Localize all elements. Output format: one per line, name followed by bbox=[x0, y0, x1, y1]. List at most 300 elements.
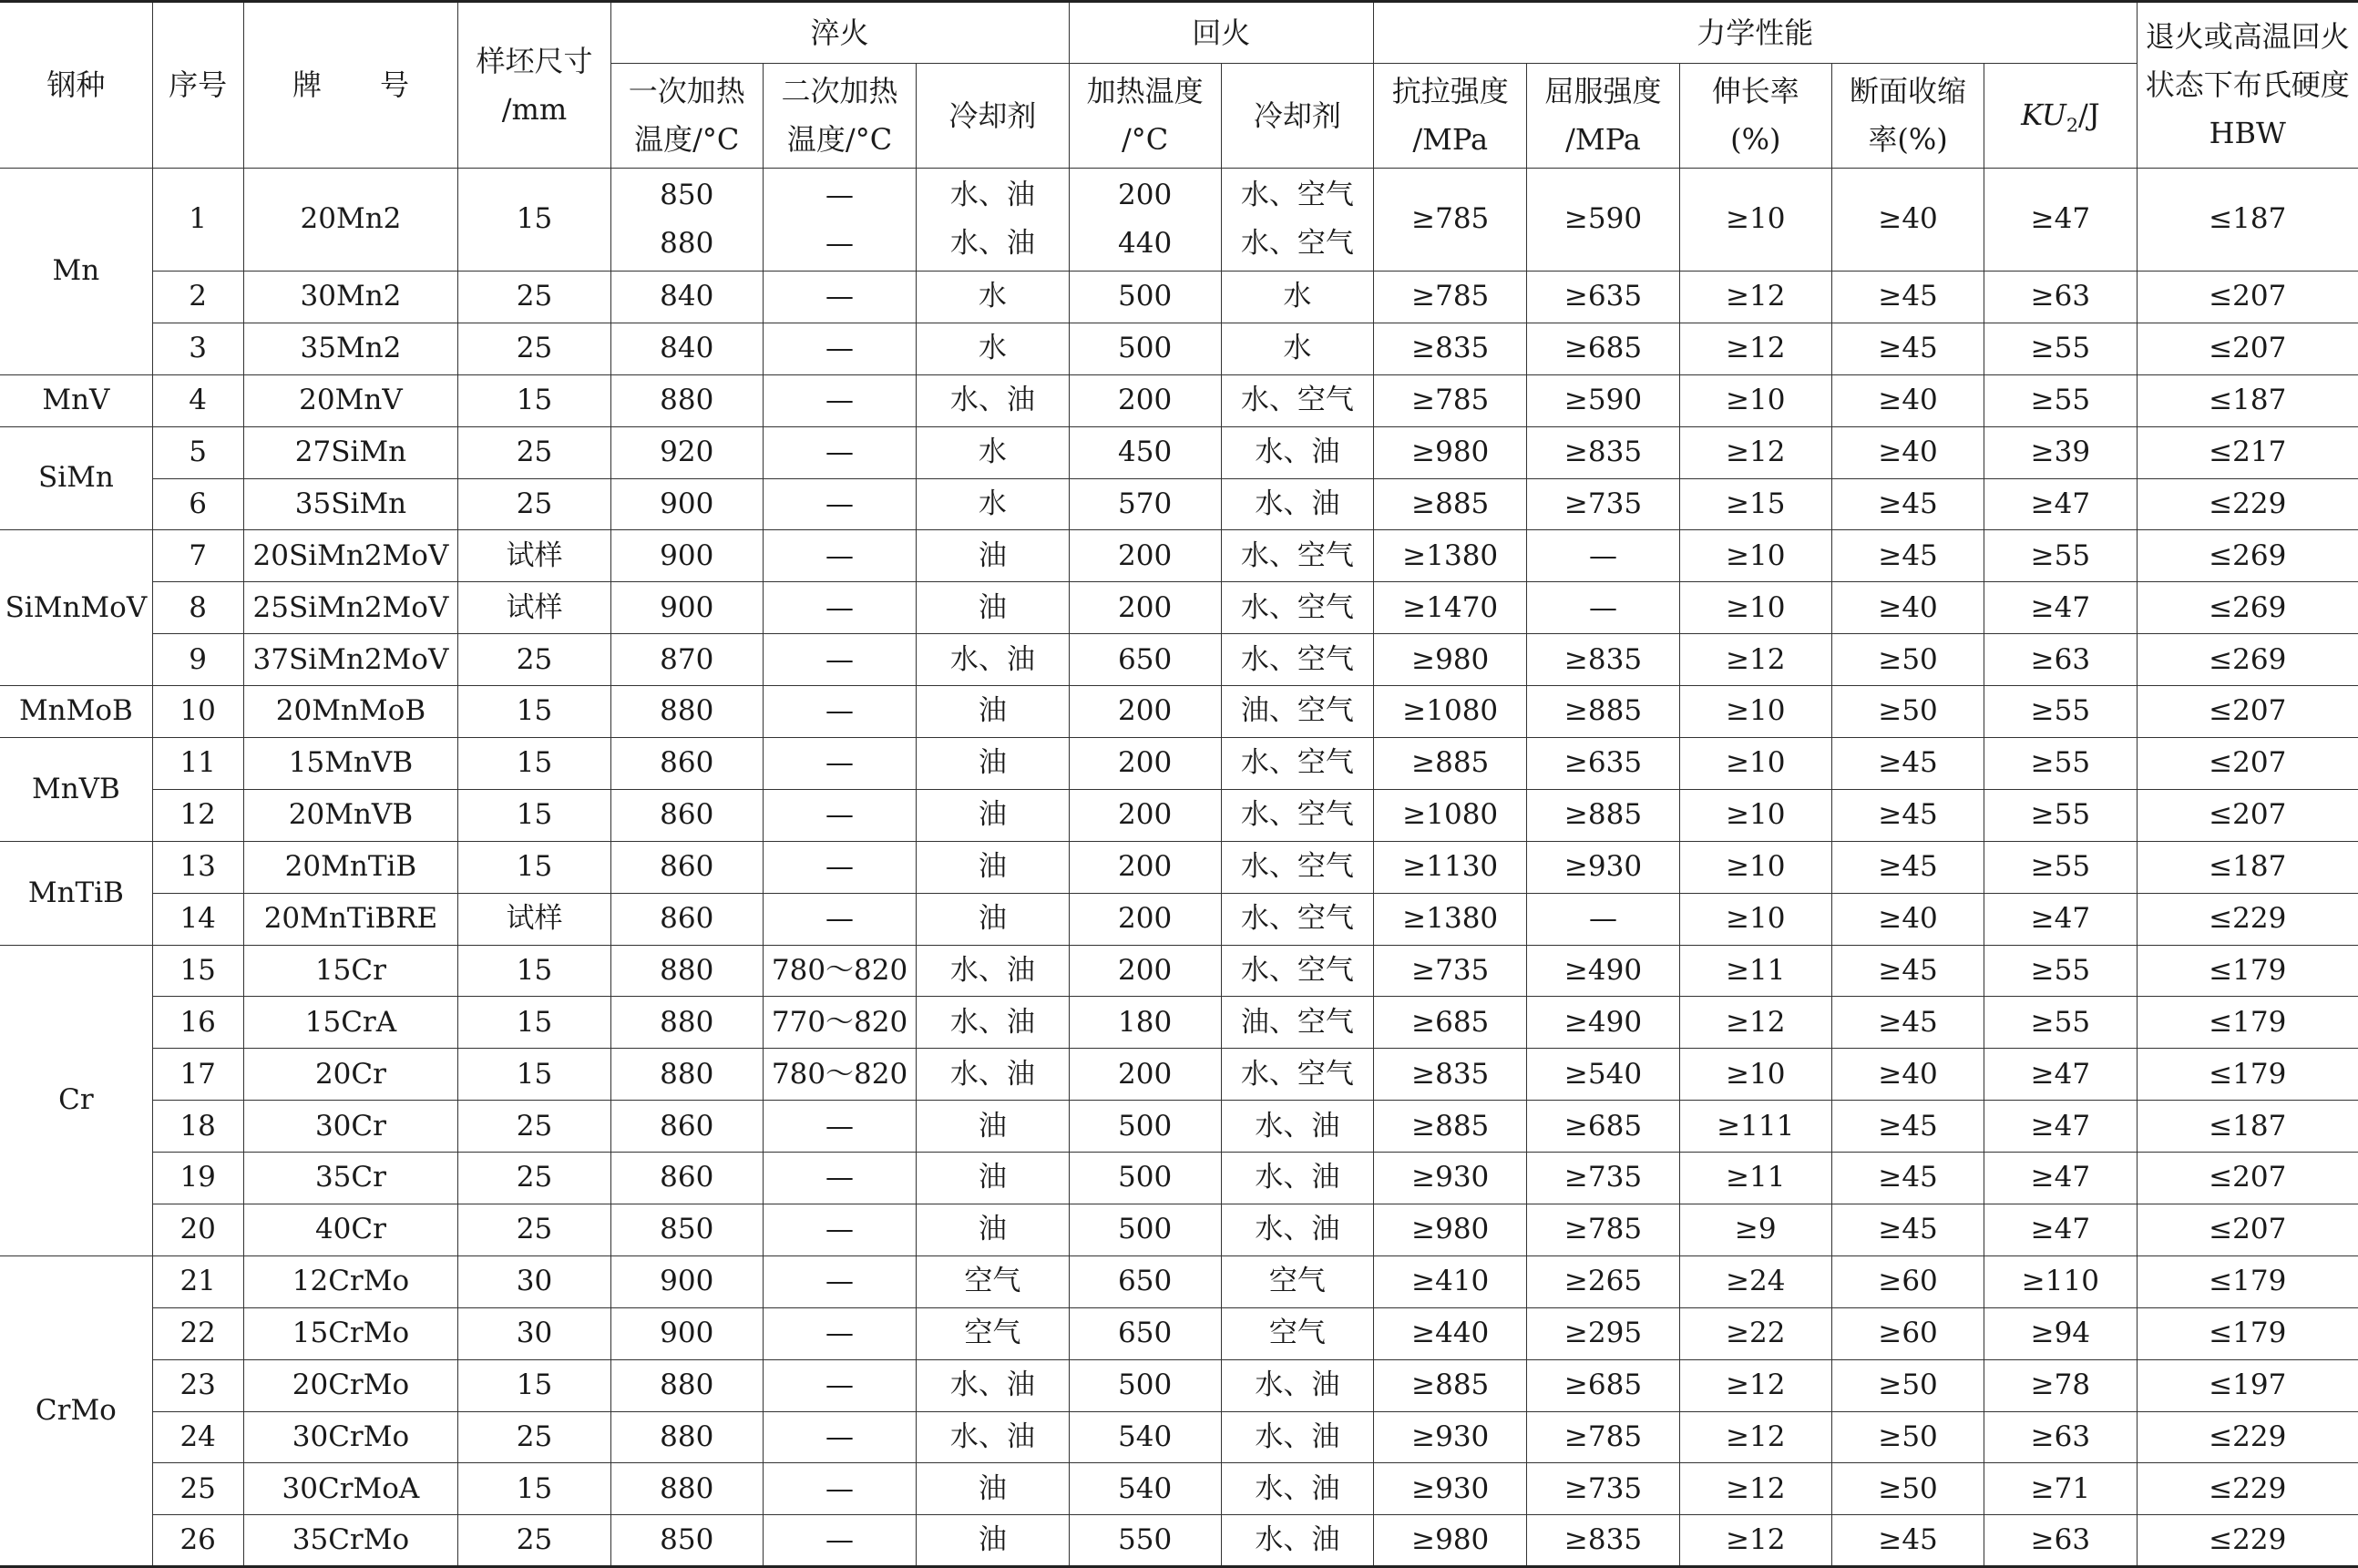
header-temper: 回火 bbox=[1069, 2, 1374, 64]
cell-grade: 15CrA bbox=[243, 997, 458, 1049]
cell-grade: 35SiMn bbox=[243, 478, 458, 530]
cell-tensile: ≥930 bbox=[1374, 1463, 1527, 1515]
table-row bbox=[0, 374, 2358, 426]
cell-tensile: ≥440 bbox=[1374, 1307, 1527, 1359]
cell-seq: 3 bbox=[152, 323, 243, 374]
cell-yield: ≥785 bbox=[1527, 1411, 1679, 1463]
cell-grade: 35CrMo bbox=[243, 1515, 458, 1567]
cell-first-heat: 900 bbox=[610, 530, 763, 582]
table-row bbox=[0, 841, 2358, 893]
cell-reduction: ≥50 bbox=[1831, 1411, 1984, 1463]
cell-temper-coolant: 水、空气 bbox=[1221, 945, 1373, 997]
cell-size: 25 bbox=[458, 323, 610, 374]
cell-grade: 15CrMo bbox=[243, 1307, 458, 1359]
cell-hardness: ≤187 bbox=[2137, 374, 2358, 426]
cell-tensile: ≥1380 bbox=[1374, 530, 1527, 582]
cell-temper-coolant: 油、空气 bbox=[1221, 686, 1373, 738]
cell-size: 25 bbox=[458, 1101, 610, 1153]
cell-quench-coolant: 空气 bbox=[917, 1255, 1069, 1307]
cell-elongation: ≥10 bbox=[1679, 169, 1831, 272]
cell-yield: ≥490 bbox=[1527, 945, 1679, 997]
cell-impact-energy: ≥47 bbox=[1984, 1204, 2137, 1256]
cell-reduction: ≥40 bbox=[1831, 1049, 1984, 1101]
cell-temper-coolant: 水、空气 bbox=[1221, 374, 1373, 426]
cell-second-heat: — bbox=[763, 530, 916, 582]
cell-first-heat: 860 bbox=[610, 893, 763, 945]
cell-size: 15 bbox=[458, 738, 610, 790]
cell-temper-temp: 500 bbox=[1069, 1153, 1221, 1204]
cell-elongation: ≥11 bbox=[1679, 945, 1831, 997]
header-impact-energy: $KU_2/J$ bbox=[1984, 64, 2137, 169]
cell-yield: — bbox=[1527, 893, 1679, 945]
cell-tensile: ≥885 bbox=[1374, 738, 1527, 790]
cell-seq: 14 bbox=[152, 893, 243, 945]
cell-temper-coolant: 水、空气 水、空气 bbox=[1221, 169, 1373, 272]
cell-temper-temp: 200 bbox=[1069, 893, 1221, 945]
cell-hardness: ≤207 bbox=[2137, 272, 2358, 323]
cell-grade: 15Cr bbox=[243, 945, 458, 997]
cell-reduction: ≥45 bbox=[1831, 530, 1984, 582]
table-row bbox=[0, 1101, 2358, 1153]
cell-elongation: ≥10 bbox=[1679, 1049, 1831, 1101]
cell-temper-temp: 450 bbox=[1069, 426, 1221, 478]
cell-yield: ≥685 bbox=[1527, 1359, 1679, 1411]
cell-second-heat: — bbox=[763, 686, 916, 738]
cell-tensile: ≥1080 bbox=[1374, 686, 1527, 738]
cell-second-heat: — bbox=[763, 582, 916, 634]
cell-tensile: ≥735 bbox=[1374, 945, 1527, 997]
cell-reduction: ≥50 bbox=[1831, 1463, 1984, 1515]
table-row bbox=[0, 1049, 2358, 1101]
cell-steel-type: MnTiB bbox=[0, 841, 152, 945]
cell-grade: 25SiMn2MoV bbox=[243, 582, 458, 634]
cell-reduction: ≥45 bbox=[1831, 323, 1984, 374]
cell-yield: ≥265 bbox=[1527, 1255, 1679, 1307]
cell-elongation: ≥111 bbox=[1679, 1101, 1831, 1153]
cell-temper-temp: 200 bbox=[1069, 582, 1221, 634]
header-mechanical: 力学性能 bbox=[1374, 2, 2137, 64]
cell-size: 25 bbox=[458, 1153, 610, 1204]
cell-reduction: ≥50 bbox=[1831, 686, 1984, 738]
cell-hardness: ≤229 bbox=[2137, 1411, 2358, 1463]
cell-yield: ≥590 bbox=[1527, 374, 1679, 426]
cell-temper-temp: 200 bbox=[1069, 945, 1221, 997]
cell-first-heat: 840 bbox=[610, 323, 763, 374]
cell-hardness: ≤207 bbox=[2137, 323, 2358, 374]
cell-tensile: ≥980 bbox=[1374, 634, 1527, 686]
cell-tensile: ≥410 bbox=[1374, 1255, 1527, 1307]
header-reduction: 断面收缩 率(%) bbox=[1831, 64, 1984, 169]
cell-temper-coolant: 水、油 bbox=[1221, 1463, 1373, 1515]
cell-first-heat: 840 bbox=[610, 272, 763, 323]
cell-hardness: ≤217 bbox=[2137, 426, 2358, 478]
cell-size: 15 bbox=[458, 374, 610, 426]
cell-reduction: ≥45 bbox=[1831, 1101, 1984, 1153]
cell-seq: 12 bbox=[152, 789, 243, 841]
cell-size: 30 bbox=[458, 1255, 610, 1307]
cell-size: 试样 bbox=[458, 893, 610, 945]
cell-quench-coolant: 水 bbox=[917, 426, 1069, 478]
cell-steel-type: MnVB bbox=[0, 738, 152, 842]
cell-hardness: ≤269 bbox=[2137, 582, 2358, 634]
cell-grade: 30Cr bbox=[243, 1101, 458, 1153]
cell-temper-temp: 200 bbox=[1069, 841, 1221, 893]
cell-seq: 4 bbox=[152, 374, 243, 426]
cell-size: 15 bbox=[458, 169, 610, 272]
cell-elongation: ≥12 bbox=[1679, 1463, 1831, 1515]
cell-second-heat: — bbox=[763, 1255, 916, 1307]
cell-steel-type: SiMn bbox=[0, 426, 152, 530]
cell-elongation: ≥12 bbox=[1679, 1359, 1831, 1411]
cell-reduction: ≥45 bbox=[1831, 272, 1984, 323]
cell-steel-type: MnMoB bbox=[0, 686, 152, 738]
cell-impact-energy: ≥78 bbox=[1984, 1359, 2137, 1411]
cell-hardness: ≤187 bbox=[2137, 1101, 2358, 1153]
cell-quench-coolant: 水、油 bbox=[917, 1359, 1069, 1411]
cell-temper-temp: 180 bbox=[1069, 997, 1221, 1049]
header-temper-coolant: 冷却剂 bbox=[1221, 64, 1373, 169]
cell-tensile: ≥930 bbox=[1374, 1411, 1527, 1463]
cell-seq: 23 bbox=[152, 1359, 243, 1411]
cell-first-heat: 850 880 bbox=[610, 169, 763, 272]
cell-seq: 2 bbox=[152, 272, 243, 323]
header-temper-temp: 加热温度 /°C bbox=[1069, 64, 1221, 169]
cell-tensile: ≥785 bbox=[1374, 374, 1527, 426]
cell-quench-coolant: 油 bbox=[917, 789, 1069, 841]
cell-grade: 20MnVB bbox=[243, 789, 458, 841]
cell-grade: 12CrMo bbox=[243, 1255, 458, 1307]
cell-first-heat: 860 bbox=[610, 1101, 763, 1153]
cell-tensile: ≥835 bbox=[1374, 323, 1527, 374]
cell-elongation: ≥12 bbox=[1679, 1515, 1831, 1567]
cell-temper-coolant: 油、空气 bbox=[1221, 997, 1373, 1049]
cell-temper-coolant: 水、空气 bbox=[1221, 789, 1373, 841]
cell-reduction: ≥40 bbox=[1831, 582, 1984, 634]
cell-grade: 20MnMoB bbox=[243, 686, 458, 738]
cell-quench-coolant: 空气 bbox=[917, 1307, 1069, 1359]
cell-seq: 18 bbox=[152, 1101, 243, 1153]
cell-size: 25 bbox=[458, 478, 610, 530]
cell-temper-temp: 550 bbox=[1069, 1515, 1221, 1567]
cell-first-heat: 860 bbox=[610, 789, 763, 841]
cell-hardness: ≤229 bbox=[2137, 1463, 2358, 1515]
cell-first-heat: 900 bbox=[610, 582, 763, 634]
cell-grade: 20SiMn2MoV bbox=[243, 530, 458, 582]
cell-steel-type: SiMnMoV bbox=[0, 530, 152, 686]
cell-size: 25 bbox=[458, 426, 610, 478]
table-row bbox=[0, 530, 2358, 582]
cell-reduction: ≥40 bbox=[1831, 893, 1984, 945]
cell-first-heat: 860 bbox=[610, 841, 763, 893]
cell-reduction: ≥50 bbox=[1831, 634, 1984, 686]
cell-size: 25 bbox=[458, 1515, 610, 1567]
cell-grade: 30CrMoA bbox=[243, 1463, 458, 1515]
cell-elongation: ≥15 bbox=[1679, 478, 1831, 530]
cell-reduction: ≥50 bbox=[1831, 1359, 1984, 1411]
cell-size: 15 bbox=[458, 841, 610, 893]
cell-tensile: ≥1130 bbox=[1374, 841, 1527, 893]
cell-temper-temp: 500 bbox=[1069, 1359, 1221, 1411]
cell-steel-type: CrMo bbox=[0, 1255, 152, 1566]
cell-hardness: ≤179 bbox=[2137, 1255, 2358, 1307]
cell-second-heat: — bbox=[763, 272, 916, 323]
cell-seq: 5 bbox=[152, 426, 243, 478]
cell-size: 15 bbox=[458, 945, 610, 997]
cell-temper-coolant: 水、空气 bbox=[1221, 634, 1373, 686]
table-row bbox=[0, 634, 2358, 686]
cell-grade: 40Cr bbox=[243, 1204, 458, 1256]
cell-reduction: ≥45 bbox=[1831, 738, 1984, 790]
cell-grade: 20MnTiBRE bbox=[243, 893, 458, 945]
cell-seq: 24 bbox=[152, 1411, 243, 1463]
table-row bbox=[0, 582, 2358, 634]
cell-seq: 17 bbox=[152, 1049, 243, 1101]
header-tensile: 抗拉强度 /MPa bbox=[1374, 64, 1527, 169]
header-first-heat: 一次加热 温度/°C bbox=[610, 64, 763, 169]
cell-reduction: ≥40 bbox=[1831, 169, 1984, 272]
cell-quench-coolant: 水、油 bbox=[917, 374, 1069, 426]
cell-yield: ≥835 bbox=[1527, 634, 1679, 686]
cell-temper-coolant: 水、空气 bbox=[1221, 893, 1373, 945]
cell-hardness: ≤197 bbox=[2137, 1359, 2358, 1411]
cell-elongation: ≥11 bbox=[1679, 1153, 1831, 1204]
table-row bbox=[0, 478, 2358, 530]
cell-temper-coolant: 水、油 bbox=[1221, 1411, 1373, 1463]
cell-impact-energy: ≥47 bbox=[1984, 893, 2137, 945]
cell-temper-coolant: 水、油 bbox=[1221, 1359, 1373, 1411]
cell-impact-energy: ≥94 bbox=[1984, 1307, 2137, 1359]
cell-first-heat: 860 bbox=[610, 1153, 763, 1204]
cell-elongation: ≥22 bbox=[1679, 1307, 1831, 1359]
cell-temper-coolant: 水、油 bbox=[1221, 478, 1373, 530]
cell-second-heat: — bbox=[763, 789, 916, 841]
cell-hardness: ≤187 bbox=[2137, 169, 2358, 272]
cell-impact-energy: ≥39 bbox=[1984, 426, 2137, 478]
cell-tensile: ≥885 bbox=[1374, 1101, 1527, 1153]
cell-hardness: ≤207 bbox=[2137, 738, 2358, 790]
cell-reduction: ≥40 bbox=[1831, 426, 1984, 478]
cell-quench-coolant: 水、油 bbox=[917, 1411, 1069, 1463]
cell-reduction: ≥45 bbox=[1831, 841, 1984, 893]
cell-elongation: ≥12 bbox=[1679, 323, 1831, 374]
cell-grade: 35Cr bbox=[243, 1153, 458, 1204]
cell-tensile: ≥885 bbox=[1374, 478, 1527, 530]
cell-hardness: ≤229 bbox=[2137, 478, 2358, 530]
cell-impact-energy: ≥55 bbox=[1984, 997, 2137, 1049]
cell-temper-coolant: 水、油 bbox=[1221, 426, 1373, 478]
cell-grade: 37SiMn2MoV bbox=[243, 634, 458, 686]
cell-first-heat: 870 bbox=[610, 634, 763, 686]
cell-size: 15 bbox=[458, 997, 610, 1049]
cell-seq: 10 bbox=[152, 686, 243, 738]
cell-second-heat: 770～820 bbox=[763, 997, 916, 1049]
cell-quench-coolant: 油 bbox=[917, 893, 1069, 945]
cell-seq: 26 bbox=[152, 1515, 243, 1567]
cell-first-heat: 880 bbox=[610, 686, 763, 738]
cell-second-heat: — bbox=[763, 374, 916, 426]
cell-first-heat: 860 bbox=[610, 738, 763, 790]
cell-yield: ≥295 bbox=[1527, 1307, 1679, 1359]
cell-quench-coolant: 水 bbox=[917, 478, 1069, 530]
cell-temper-temp: 540 bbox=[1069, 1411, 1221, 1463]
cell-second-heat: 780～820 bbox=[763, 1049, 916, 1101]
header-second-heat: 二次加热 温度/°C bbox=[763, 64, 916, 169]
cell-quench-coolant: 油 bbox=[917, 1515, 1069, 1567]
cell-quench-coolant: 水、油 水、油 bbox=[917, 169, 1069, 272]
cell-elongation: ≥10 bbox=[1679, 789, 1831, 841]
cell-temper-temp: 200 bbox=[1069, 686, 1221, 738]
cell-grade: 20Cr bbox=[243, 1049, 458, 1101]
cell-seq: 20 bbox=[152, 1204, 243, 1256]
cell-yield: ≥490 bbox=[1527, 997, 1679, 1049]
cell-size: 25 bbox=[458, 272, 610, 323]
cell-impact-energy: ≥55 bbox=[1984, 789, 2137, 841]
cell-hardness: ≤187 bbox=[2137, 841, 2358, 893]
table-row bbox=[0, 272, 2358, 323]
cell-temper-coolant: 水、空气 bbox=[1221, 738, 1373, 790]
cell-quench-coolant: 油 bbox=[917, 1204, 1069, 1256]
header-hardness: 退火或高温回火 状态下布氏硬度 HBW bbox=[2137, 2, 2358, 169]
cell-first-heat: 900 bbox=[610, 1307, 763, 1359]
cell-tensile: ≥980 bbox=[1374, 426, 1527, 478]
cell-elongation: ≥12 bbox=[1679, 272, 1831, 323]
cell-temper-coolant: 水、油 bbox=[1221, 1101, 1373, 1153]
cell-tensile: ≥1080 bbox=[1374, 789, 1527, 841]
cell-elongation: ≥10 bbox=[1679, 582, 1831, 634]
cell-elongation: ≥10 bbox=[1679, 530, 1831, 582]
cell-seq: 19 bbox=[152, 1153, 243, 1204]
cell-impact-energy: ≥47 bbox=[1984, 1101, 2137, 1153]
table-row bbox=[0, 789, 2358, 841]
cell-second-heat: — bbox=[763, 841, 916, 893]
cell-reduction: ≥45 bbox=[1831, 1204, 1984, 1256]
cell-reduction: ≥45 bbox=[1831, 478, 1984, 530]
cell-impact-energy: ≥47 bbox=[1984, 169, 2137, 272]
cell-hardness: ≤179 bbox=[2137, 997, 2358, 1049]
cell-elongation: ≥10 bbox=[1679, 841, 1831, 893]
cell-impact-energy: ≥63 bbox=[1984, 634, 2137, 686]
cell-elongation: ≥10 bbox=[1679, 893, 1831, 945]
cell-first-heat: 880 bbox=[610, 374, 763, 426]
cell-first-heat: 880 bbox=[610, 1411, 763, 1463]
header-yield: 屈服强度 /MPa bbox=[1527, 64, 1679, 169]
cell-size: 30 bbox=[458, 1307, 610, 1359]
cell-seq: 13 bbox=[152, 841, 243, 893]
cell-temper-temp: 500 bbox=[1069, 1204, 1221, 1256]
cell-temper-coolant: 空气 bbox=[1221, 1255, 1373, 1307]
cell-second-heat: — bbox=[763, 1359, 916, 1411]
cell-seq: 7 bbox=[152, 530, 243, 582]
cell-tensile: ≥885 bbox=[1374, 1359, 1527, 1411]
table-row bbox=[0, 893, 2358, 945]
cell-reduction: ≥60 bbox=[1831, 1307, 1984, 1359]
cell-temper-temp: 570 bbox=[1069, 478, 1221, 530]
cell-seq: 8 bbox=[152, 582, 243, 634]
cell-seq: 1 bbox=[152, 169, 243, 272]
cell-tensile: ≥685 bbox=[1374, 997, 1527, 1049]
cell-grade: 35Mn2 bbox=[243, 323, 458, 374]
cell-yield: ≥785 bbox=[1527, 1204, 1679, 1256]
cell-yield: ≥835 bbox=[1527, 426, 1679, 478]
cell-temper-coolant: 水、油 bbox=[1221, 1515, 1373, 1567]
cell-first-heat: 900 bbox=[610, 478, 763, 530]
cell-first-heat: 880 bbox=[610, 945, 763, 997]
cell-size: 15 bbox=[458, 1463, 610, 1515]
header-steel-type: 钢种 bbox=[0, 2, 152, 169]
cell-seq: 21 bbox=[152, 1255, 243, 1307]
cell-tensile: ≥1470 bbox=[1374, 582, 1527, 634]
cell-temper-temp: 540 bbox=[1069, 1463, 1221, 1515]
cell-reduction: ≥45 bbox=[1831, 945, 1984, 997]
cell-size: 15 bbox=[458, 1049, 610, 1101]
cell-seq: 16 bbox=[152, 997, 243, 1049]
cell-reduction: ≥45 bbox=[1831, 1515, 1984, 1567]
cell-second-heat: — bbox=[763, 634, 916, 686]
cell-impact-energy: ≥47 bbox=[1984, 478, 2137, 530]
cell-quench-coolant: 水、油 bbox=[917, 945, 1069, 997]
cell-quench-coolant: 油 bbox=[917, 738, 1069, 790]
cell-yield: ≥735 bbox=[1527, 1153, 1679, 1204]
cell-yield: ≥635 bbox=[1527, 272, 1679, 323]
cell-impact-energy: ≥55 bbox=[1984, 374, 2137, 426]
table-row bbox=[0, 738, 2358, 790]
table-row bbox=[0, 686, 2358, 738]
cell-yield: — bbox=[1527, 530, 1679, 582]
cell-quench-coolant: 水 bbox=[917, 323, 1069, 374]
table-row bbox=[0, 426, 2358, 478]
cell-steel-type: Cr bbox=[0, 945, 152, 1255]
cell-reduction: ≥60 bbox=[1831, 1255, 1984, 1307]
cell-tensile: ≥835 bbox=[1374, 1049, 1527, 1101]
cell-hardness: ≤207 bbox=[2137, 1204, 2358, 1256]
cell-quench-coolant: 油 bbox=[917, 1463, 1069, 1515]
cell-seq: 9 bbox=[152, 634, 243, 686]
cell-size: 15 bbox=[458, 686, 610, 738]
cell-yield: ≥540 bbox=[1527, 1049, 1679, 1101]
cell-second-heat: — bbox=[763, 426, 916, 478]
cell-yield: ≥930 bbox=[1527, 841, 1679, 893]
table-row bbox=[0, 1463, 2358, 1515]
cell-temper-coolant: 水 bbox=[1221, 323, 1373, 374]
cell-temper-temp: 500 bbox=[1069, 272, 1221, 323]
cell-size: 25 bbox=[458, 634, 610, 686]
cell-seq: 25 bbox=[152, 1463, 243, 1515]
cell-second-heat: 780～820 bbox=[763, 945, 916, 997]
cell-elongation: ≥12 bbox=[1679, 634, 1831, 686]
cell-elongation: ≥10 bbox=[1679, 374, 1831, 426]
cell-hardness: ≤269 bbox=[2137, 530, 2358, 582]
header-elongation: 伸长率 (%) bbox=[1679, 64, 1831, 169]
cell-hardness: ≤207 bbox=[2137, 789, 2358, 841]
cell-first-heat: 850 bbox=[610, 1515, 763, 1567]
cell-quench-coolant: 油 bbox=[917, 686, 1069, 738]
cell-hardness: ≤207 bbox=[2137, 1153, 2358, 1204]
cell-impact-energy: ≥55 bbox=[1984, 530, 2137, 582]
cell-grade: 20CrMo bbox=[243, 1359, 458, 1411]
cell-size: 25 bbox=[458, 1411, 610, 1463]
cell-temper-coolant: 水、油 bbox=[1221, 1204, 1373, 1256]
cell-size: 试样 bbox=[458, 530, 610, 582]
table-row bbox=[0, 169, 2358, 272]
cell-second-heat: — bbox=[763, 893, 916, 945]
cell-impact-energy: ≥47 bbox=[1984, 582, 2137, 634]
cell-yield: ≥685 bbox=[1527, 323, 1679, 374]
cell-temper-temp: 650 bbox=[1069, 1307, 1221, 1359]
cell-impact-energy: ≥55 bbox=[1984, 945, 2137, 997]
table-row bbox=[0, 997, 2358, 1049]
cell-temper-coolant: 水、空气 bbox=[1221, 530, 1373, 582]
cell-elongation: ≥12 bbox=[1679, 426, 1831, 478]
